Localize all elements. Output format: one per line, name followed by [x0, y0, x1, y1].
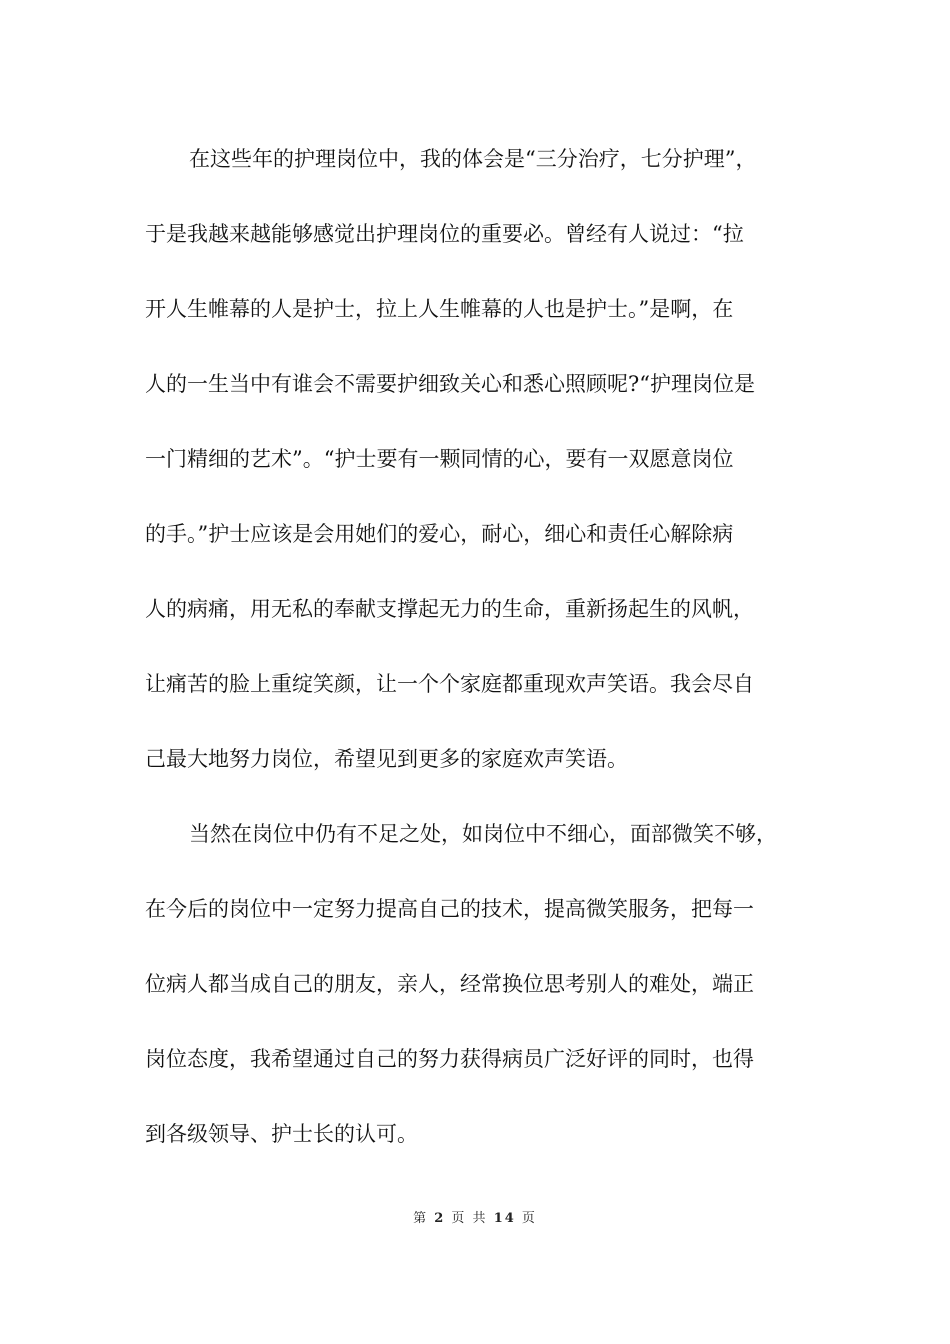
footer-middle: 页 共	[451, 1211, 488, 1226]
footer-suffix: 页	[521, 1211, 537, 1226]
text-line: 岗位态度，我希望通过自己的努力获得病员广泛好评的同时，也得	[145, 1047, 754, 1071]
footer-current-page: 2	[434, 1211, 446, 1226]
text-line: 当然在岗位中仍有不足之处，如岗位中不细心，面部微笑不够，	[189, 822, 777, 846]
text-line: 在这些年的护理岗位中，我的体会是“三分治疗，七分护理”，	[189, 147, 757, 171]
text-line: 到各级领导、护士长的认可。	[145, 1122, 418, 1146]
paragraph-2	[145, 797, 835, 1172]
paragraph-1	[145, 122, 835, 797]
text-line: 己最大地努力岗位，希望见到更多的家庭欢声笑语。	[145, 747, 628, 771]
text-line: 位病人都当成自己的朋友，亲人，经常换位思考别人的难处，端正	[145, 972, 754, 996]
page-footer	[0, 1207, 950, 1226]
footer-total-pages: 14	[493, 1211, 516, 1226]
text-line: 一门精细的艺术”。“护士要有一颗同情的心，要有一双愿意岗位	[145, 447, 734, 471]
text-line: 于是我越来越能够感觉出护理岗位的重要必。曾经有人说过：“拉	[145, 222, 744, 246]
document-body	[145, 122, 835, 1172]
footer-prefix: 第	[413, 1211, 429, 1226]
text-line: 开人生帷幕的人是护士，拉上人生帷幕的人也是护士。”是啊，在	[145, 297, 734, 321]
text-line: 让痛苦的脸上重绽笑颜，让一个个家庭都重现欢声笑语。我会尽自	[145, 672, 754, 696]
text-line: 人的一生当中有谁会不需要护细致关心和悉心照顾呢?“护理岗位是	[145, 372, 755, 396]
text-line: 在今后的岗位中一定努力提高自己的技术，提高微笑服务，把每一	[145, 897, 754, 921]
text-line: 人的病痛，用无私的奉献支撑起无力的生命，重新扬起生的风帆，	[145, 597, 754, 621]
text-line: 的手。”护士应该是会用她们的爱心，耐心，细心和责任心解除病	[145, 522, 734, 546]
